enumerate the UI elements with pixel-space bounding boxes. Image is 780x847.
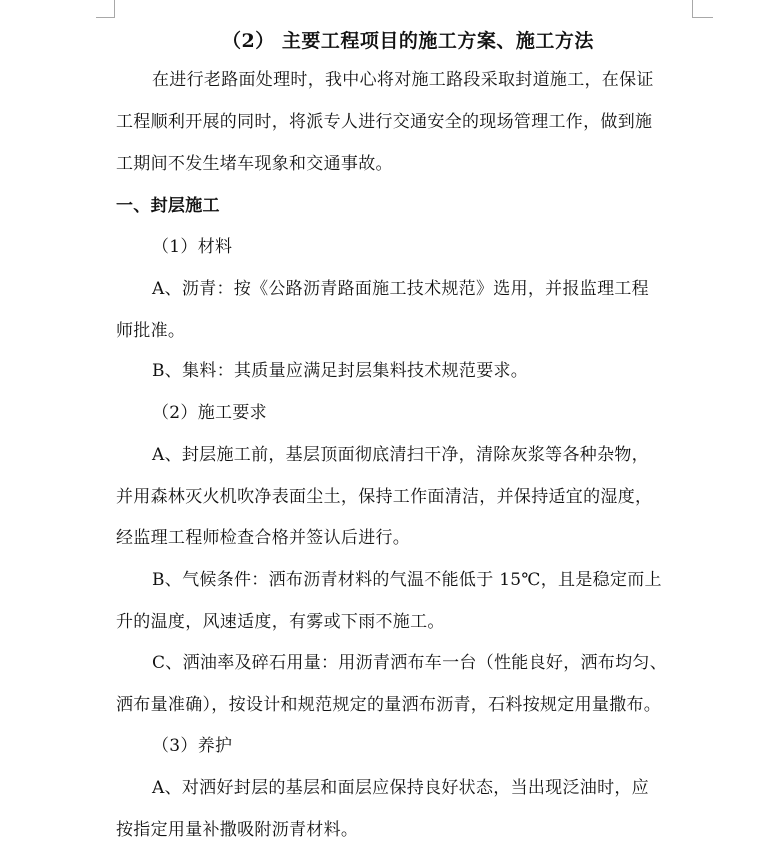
paragraph-line: 在进行老路面处理时，我中心将对施工路段采取封道施工，在保证 — [152, 70, 654, 90]
crop-mark-top-left — [114, 0, 115, 18]
paragraph-line: B、气候条件：洒布沥青材料的气温不能低于 15℃，且是稳定而上 — [152, 570, 662, 590]
subsection-title: （1）材料 — [152, 237, 233, 257]
paragraph-line: A、沥青：按《公路沥青路面施工技术规范》选用，并报监理工程 — [152, 279, 649, 299]
paragraph-line: C、洒油率及碎石用量：用沥青洒布车一台（性能良好，洒布均匀、 — [152, 653, 668, 673]
section-title: （2） 主要工程项目的施工方案、施工方法 — [222, 30, 594, 52]
crop-mark-top-left — [96, 17, 115, 18]
paragraph-line: B、集料：其质量应满足封层集料技术规范要求。 — [152, 361, 529, 381]
subsection-title: （3）养护 — [152, 736, 233, 756]
paragraph-line: 经监理工程师检查合格并签认后进行。 — [116, 528, 411, 548]
paragraph-line: 工期间不发生堵车现象和交通事故。 — [116, 154, 393, 174]
paragraph-line: A、封层施工前，基层顶面彻底清扫干净，清除灰浆等各种杂物， — [152, 445, 649, 465]
section-heading: 一、封层施工 — [116, 196, 220, 216]
crop-mark-top-right — [692, 0, 693, 18]
subsection-title: （2）施工要求 — [152, 403, 267, 423]
paragraph-line: 师批准。 — [116, 321, 186, 341]
paragraph-line: 工程顺利开展的同时，将派专人进行交通安全的现场管理工作，做到施 — [116, 112, 653, 132]
paragraph-line: 按指定用量补撒吸附沥青材料。 — [116, 820, 359, 840]
paragraph-line: 升的温度，风速适度，有雾或下雨不施工。 — [116, 612, 445, 632]
crop-mark-top-right — [692, 17, 713, 18]
paragraph-line: A、对洒好封层的基层和面层应保持良好状态，当出现泛油时，应 — [152, 778, 649, 798]
paragraph-line: 并用森林灭火机吹净表面尘土，保持工作面清洁，并保持适宜的湿度， — [116, 487, 653, 507]
paragraph-line: 洒布量准确），按设计和规范规定的量洒布沥青，石料按规定用量撒布。 — [116, 695, 662, 715]
